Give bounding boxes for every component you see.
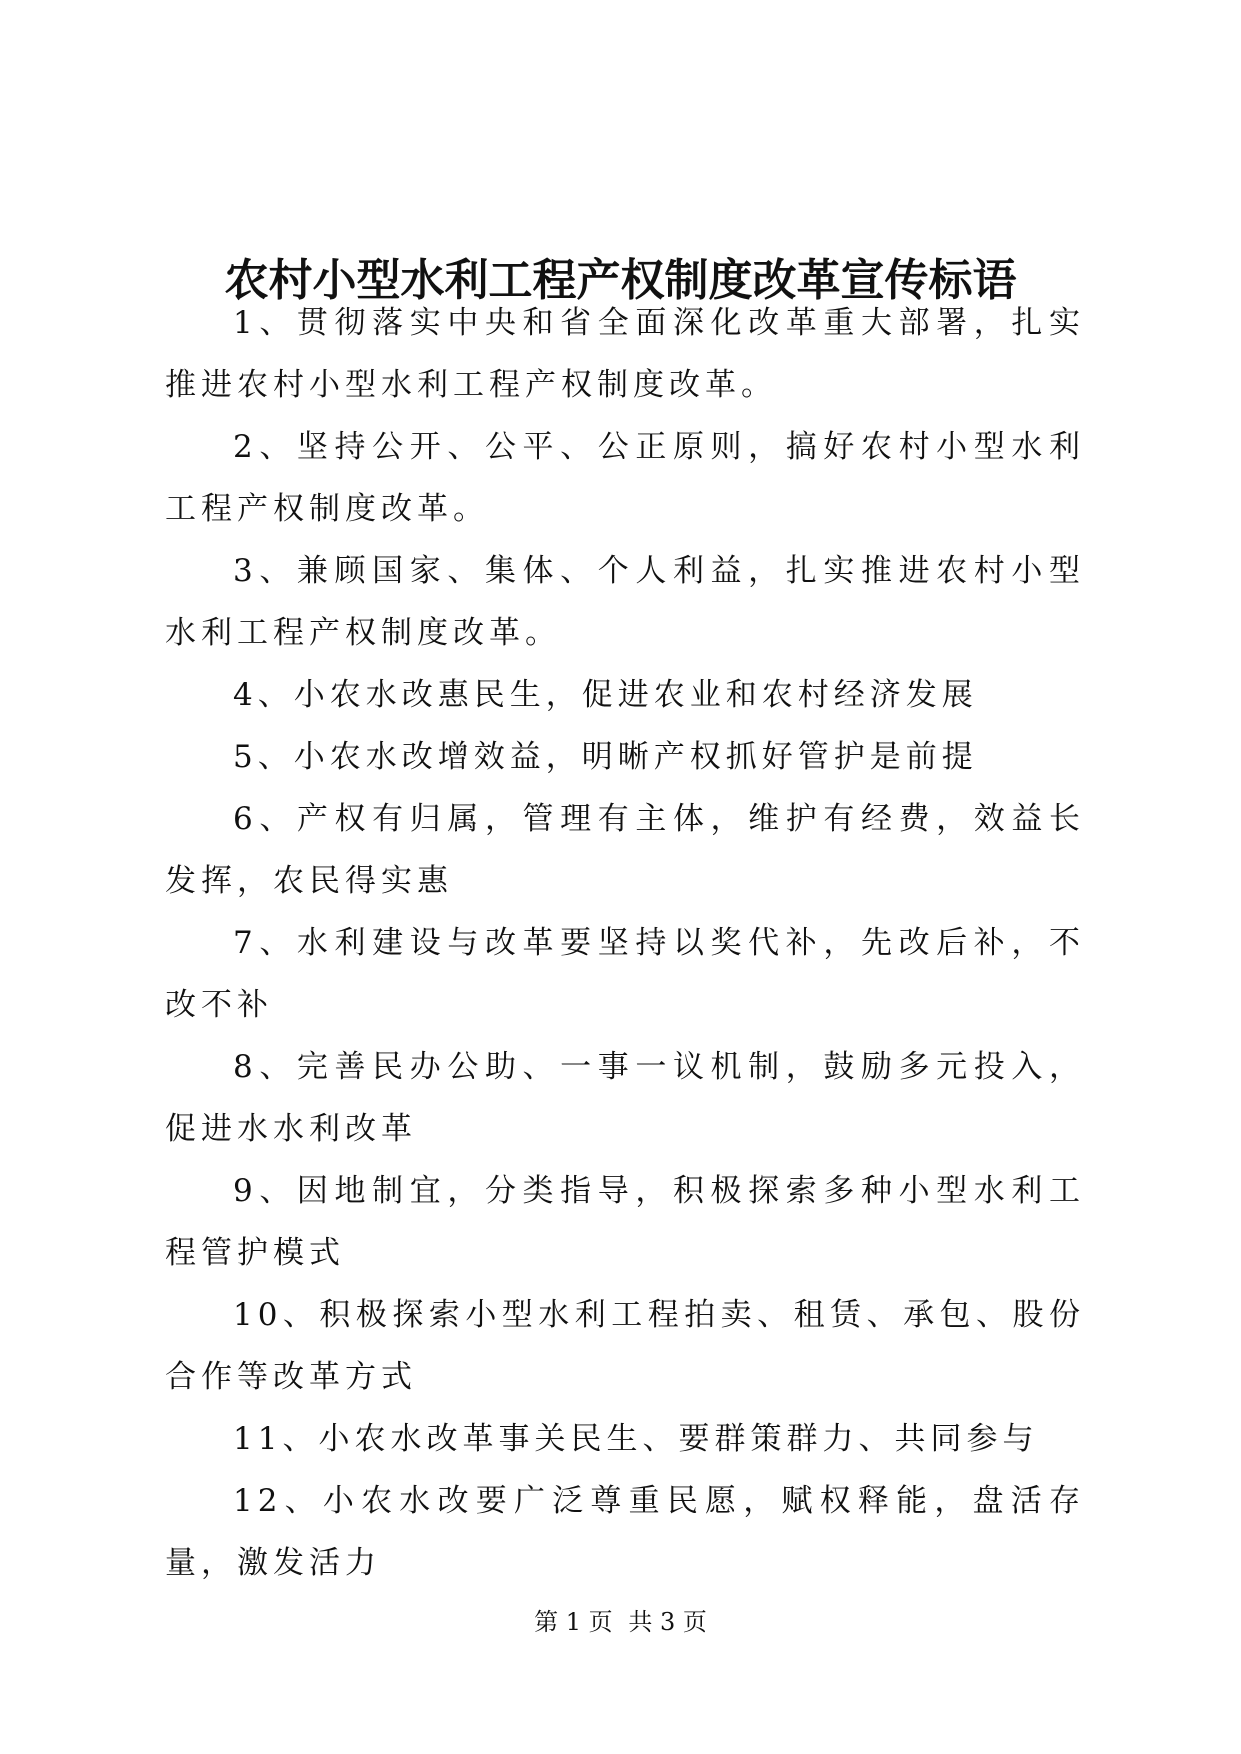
- slogan-paragraph: 1、贯彻落实中央和省全面深化改革重大部署，扎实推进农村小型水利工程产权制度改革。: [165, 305, 1085, 403]
- slogan-paragraph: 6、产权有归属，管理有主体，维护有经费，效益长发挥，农民得实惠: [165, 801, 1085, 899]
- document-title: 农村小型水利工程产权制度改革宣传标语: [224, 255, 1017, 307]
- slogan-paragraph: 7、水利建设与改革要坚持以奖代补，先改后补，不改不补: [165, 925, 1085, 1023]
- page-footer: [0, 1606, 1241, 1638]
- slogan-paragraph: 2、坚持公开、公平、公正原则，搞好农村小型水利工程产权制度改革。: [165, 429, 1085, 527]
- slogan-paragraph: 5、小农水改增效益，明晰产权抓好管护是前提: [233, 739, 978, 775]
- document-body: [165, 292, 1085, 1594]
- slogan-paragraph: 4、小农水改惠民生，促进农业和农村经济发展: [233, 677, 978, 713]
- slogan-paragraph: 8、完善民办公助、一事一议机制，鼓励多元投入，促进水水利改革: [165, 1049, 1085, 1147]
- slogan-paragraph: 11、小农水改革事关民生、要群策群力、共同参与: [233, 1421, 1039, 1457]
- slogan-paragraph: 10、积极探索小型水利工程拍卖、租赁、承包、股份合作等改革方式: [165, 1297, 1085, 1395]
- slogan-paragraph: 12、小农水改要广泛尊重民愿，赋权释能，盘活存量，激发活力: [165, 1483, 1085, 1581]
- page-number: 第 1 页: [534, 1608, 613, 1636]
- slogan-paragraph: 3、兼顾国家、集体、个人利益，扎实推进农村小型水利工程产权制度改革。: [165, 553, 1085, 651]
- total-pages: 共 3 页: [628, 1608, 707, 1636]
- slogan-paragraph: 9、因地制宜，分类指导，积极探索多种小型水利工程管护模式: [165, 1173, 1085, 1271]
